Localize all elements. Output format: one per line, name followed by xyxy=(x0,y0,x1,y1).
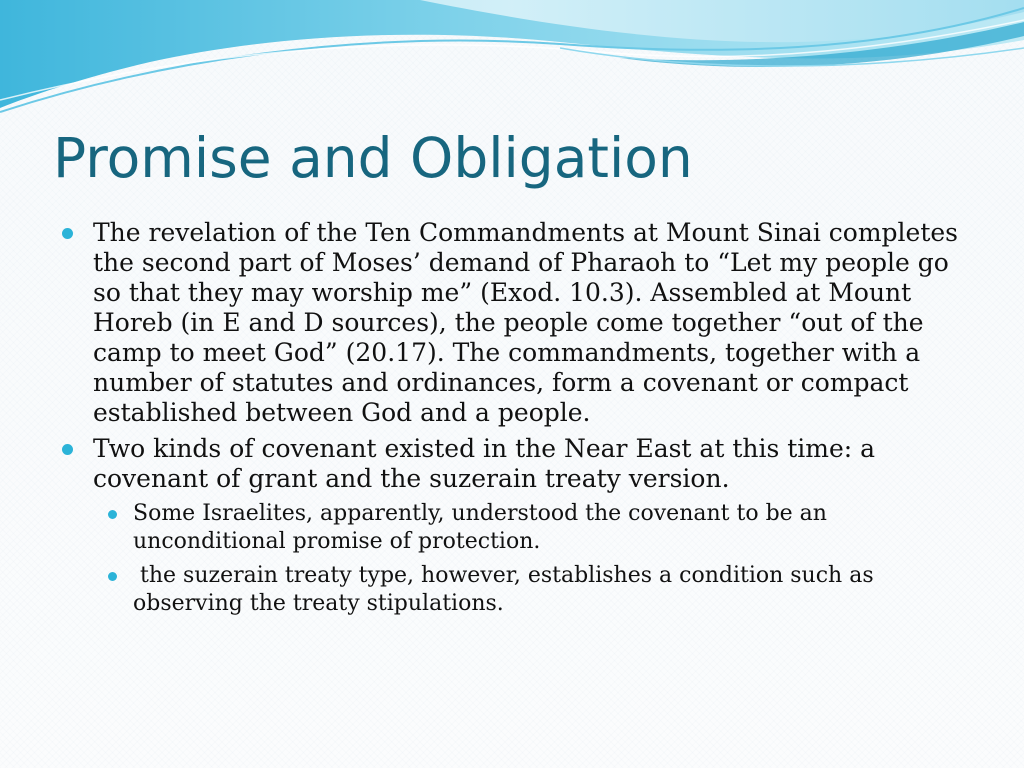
bullet-item xyxy=(60,434,960,494)
bullet-list xyxy=(60,218,960,624)
sub-bullet-dot-icon xyxy=(108,510,117,519)
slide-title: Promise and Obligation xyxy=(53,126,693,190)
sub-bullet-item xyxy=(60,562,960,618)
sub-bullet-item xyxy=(60,500,960,556)
sub-bullet-dot-icon xyxy=(108,572,117,581)
bullet-text: Two kinds of covenant existed in the Near East at this time: a covenant of grant and the suzerain treaty version. xyxy=(93,434,876,493)
sub-bullet-text: Some Israelites, apparently, understood the covenant to be an unconditional promise of protection. xyxy=(133,501,827,554)
header-wave-decoration xyxy=(0,0,1024,130)
bullet-dot-icon xyxy=(62,444,73,455)
bullet-dot-icon xyxy=(62,228,73,239)
sub-bullet-text: the suzerain treaty type, however, establishes a condition such as observing the treaty stipulations. xyxy=(133,563,881,616)
bullet-text: The revelation of the Ten Commandments at Mount Sinai completes the second part of Moses’ demand of Pharaoh to “Let my people go so that they may worship me” (Exod. 10.3). Assembled at Mount Horeb (in E and D sources), the people come together “out of the camp to meet God” (20.17). The commandments, together with a number of statutes and ordinances, form a covenant or compact established between God and a people. xyxy=(93,218,959,427)
bullet-item xyxy=(60,218,960,428)
